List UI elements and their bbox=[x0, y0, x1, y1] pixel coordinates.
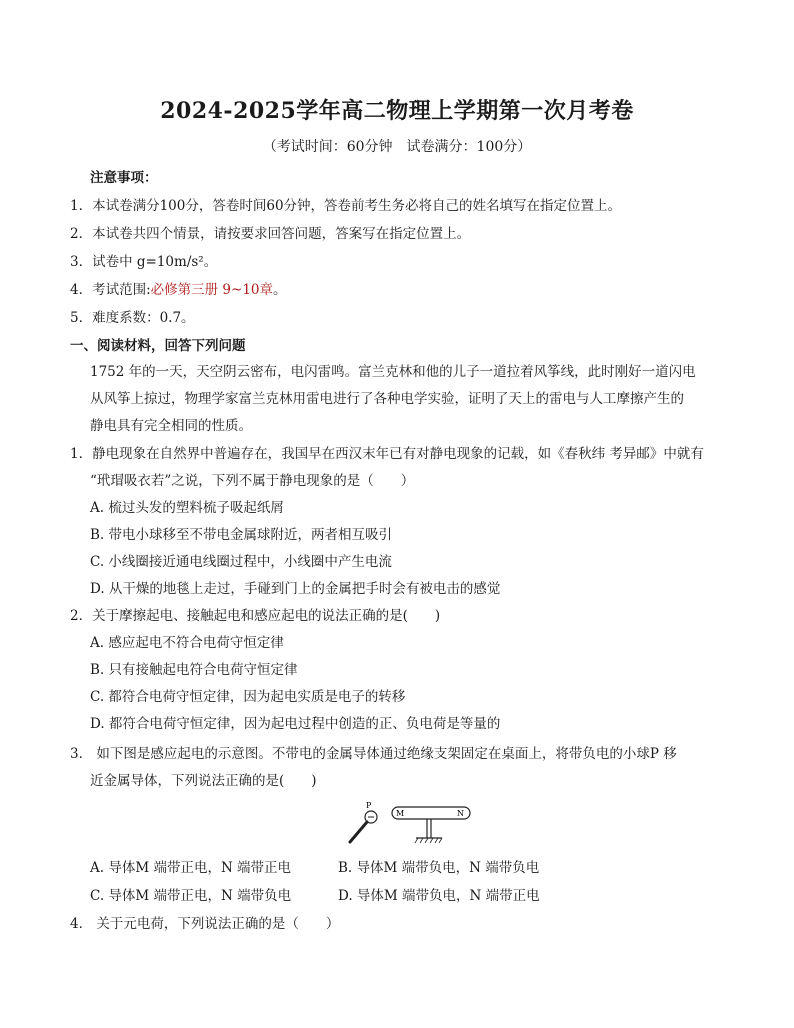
page-title: 2024-2025学年高二物理上学期第一次月考卷 bbox=[160, 98, 634, 124]
ground-hatching bbox=[415, 838, 442, 843]
option-a: A. 导体M 端带正电，N 端带正电 bbox=[90, 860, 292, 876]
note-scope-end: 。 bbox=[273, 282, 287, 298]
option-d: D. 从干燥的地毯上走过，手碰到门上的金属把手时会有被电击的感觉 bbox=[90, 581, 501, 597]
question-stem: “玳瑁吸衣若”之说，下列不属于静电现象的是（ ） bbox=[90, 473, 415, 489]
note-item bbox=[70, 280, 287, 300]
option-c: C. 小线圈接近通电线圈过程中，小线圈中产生电流 bbox=[90, 554, 392, 570]
ball-label: P bbox=[366, 801, 372, 810]
option-b: B. 只有接触起电符合电荷守恒定律 bbox=[90, 662, 298, 678]
option-a: A. 感应起电不符合电荷守恒定律 bbox=[90, 635, 284, 651]
induction-diagram bbox=[340, 800, 480, 850]
note-scope-highlight: 必修第三册 9~10章 bbox=[150, 282, 274, 298]
option-c: C. 导体M 端带正电，N 端带负电 bbox=[90, 888, 292, 904]
option-a: A. 梳过头发的塑料梳子吸起纸屑 bbox=[90, 500, 284, 516]
option-d: D. 导体M 端带负电，N 端带正电 bbox=[338, 888, 540, 904]
passage-line: 从风筝上掠过，物理学家富兰克林用雷电进行了各种电学实验，证明了天上的雷电与人工摩擦产生的 bbox=[90, 391, 684, 407]
option-b: B. 带电小球移至不带电金属球附近，两者相互吸引 bbox=[90, 527, 393, 543]
insulating-handle bbox=[350, 822, 367, 842]
note-item: 3．试卷中 g=10m/s²。 bbox=[70, 254, 218, 270]
note-item: 1．本试卷满分100分，答卷时间60分钟，答卷前考生务必将自己的姓名填写在指定位置上。 bbox=[70, 198, 622, 214]
end-m-label: M bbox=[396, 809, 405, 818]
end-n-label: N bbox=[457, 809, 464, 818]
passage-line: 1752 年的一天，天空阴云密布，电闪雷鸣。富兰克林和他的儿子一道拉着风筝线，此时刚好一道闪电 bbox=[90, 364, 696, 380]
option-d: D. 都符合电荷守恒定律，因为起电过程中创造的正、负电荷是等量的 bbox=[90, 716, 501, 732]
question-stem: 2．关于摩擦起电、接触起电和感应起电的说法正确的是( ) bbox=[70, 608, 441, 624]
question-stem: 4． 关于元电荷，下列说法正确的是（ ） bbox=[70, 916, 340, 932]
question-stem: 近金属导体，下列说法正确的是( ) bbox=[90, 773, 317, 789]
section-heading: 一、阅读材料，回答下列问题 bbox=[70, 338, 246, 354]
passage-line: 静电具有完全相同的性质。 bbox=[90, 418, 252, 434]
question-stem: 3． 如下图是感应起电的示意图。不带电的金属导体通过绝缘支架固定在桌面上，将带负电的小球P 移 bbox=[70, 746, 677, 762]
notes-heading: 注意事项： bbox=[90, 170, 158, 186]
question-stem: 1．静电现象在自然界中普遍存在，我国早在西汉末年已有对静电现象的记载，如《春秋纬 考异邮》中就有 bbox=[70, 446, 704, 462]
option-b: B. 导体M 端带负电，N 端带负电 bbox=[338, 860, 540, 876]
note-item: 5．难度系数：0.7。 bbox=[70, 310, 195, 326]
note-item: 2．本试卷共四个情景，请按要求回答问题，答案写在指定位置上。 bbox=[70, 226, 471, 242]
note-scope-label: 4．考试范围: bbox=[70, 282, 151, 298]
exam-info: （考试时间：60分钟 试卷满分：100分） bbox=[262, 139, 532, 155]
option-c: C. 都符合电荷守恒定律，因为起电实质是电子的转移 bbox=[90, 689, 406, 705]
